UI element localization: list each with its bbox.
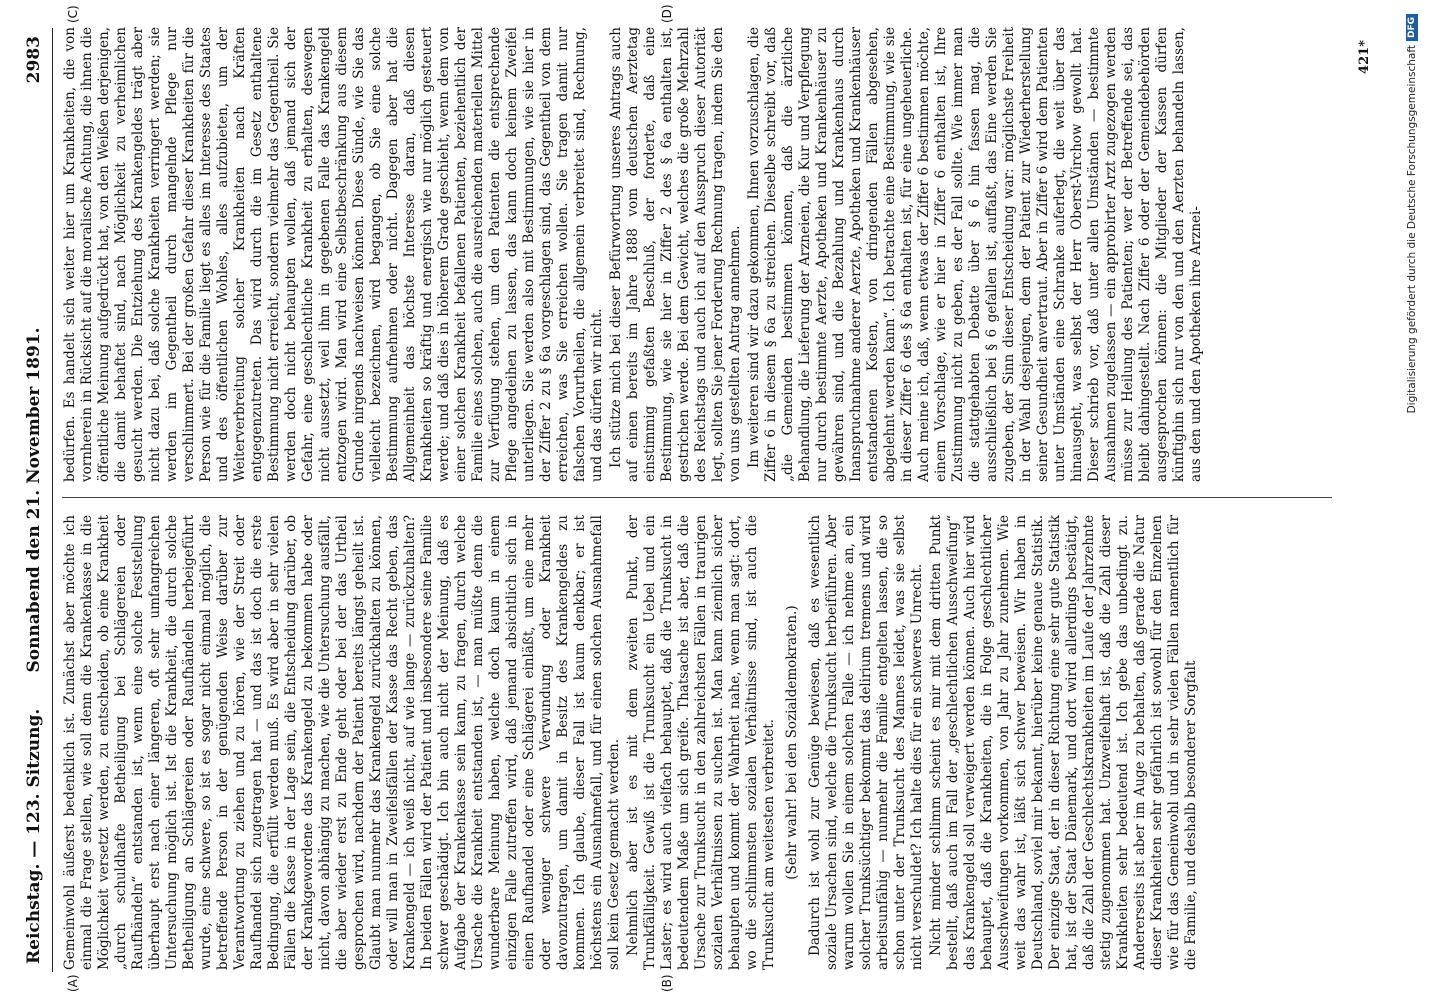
dfg-logo-icon: DFG: [1406, 14, 1418, 41]
credit-text: Digitalisierung gefördert durch die Deutsche Forschungsgemeinschaft: [1406, 45, 1418, 414]
paragraph: Ich stütze mich bei dieser Befürwortung unseres Antrags auch auf einen bereits im Jahre 1888 vom deutschen Aerztetag einstimmig gefaßten Beschluß, der forderte, daß eine Bestimmung, wie sie hier in Ziffer 2 des § 6a enthalten ist, gestrichen werde. Bei dem Gewicht, welches die große Mehrzahl des Reichstags und auch ich auf den Ausspruch dieser Autorität legt, sollten Sie jener Forderung Rechnung tragen, indem Sie den von uns gestellten Antrag annehmen.: [608, 27, 743, 482]
text-column-left: [62, 515, 1342, 970]
margin-marker-b: (B): [660, 974, 674, 992]
interjection: (Sehr wahr! bei den Sozialdemokraten.): [784, 605, 800, 880]
page-number: 2983: [24, 36, 44, 84]
paragraph: bedürfen. Es handelt sich weiter hier um Krankheiten, die von vornherein in Rücksicht auf die moralische Achtung, die ihnen die öffentliche Meinung aufgedrückt hat, von den Weißen derjenigen, die damit behaftet sind, nach Möglichkeit zu verheimlichen gesucht werden. Die Entziehung des Krankengeldes trägt aber nicht dazu bei, daß solche Krankheiten verringert werden; sie werden im Gegentheil durch mangelnde Pflege nur verschlimmert. Bei der großen Gefahr dieser Krankheiten für die Person wie für die Familie liegt es alles im Interesse des Staates und des öffentlichen Wohles, alles aufzubieten, um der Weiterverbreitung solcher Krankheiten nach Kräften entgegenzutreten. Das wird durch die im Gesetz enthaltene Bestimmung nicht erreicht, sondern vielmehr das Gegentheil. Sie werden doch nicht behaupten wollen, daß jemand sich der Gefahr, eine geschlechtliche Krankheit zu erhalten, deswegen nicht aussetzt, weil ihm in gegebenen Falle das Krankengeld entzogen wird. Man wird eine Selbstbeschränkung aus diesem Grunde nirgends nachweisen können. Diese Sünde, wie Sie das vielleicht bezeichnen, wird begangen, ob Sie eine solche Bestimmung aufnehmen oder nicht. Dagegen aber hat die Allgemeinheit das höchste Interesse daran, daß diesen Krankheiten so kräftig und energisch wie nur möglich gesteuert werde; und daß dies in höherem Grade geschieht, wenn dem von einer solchen Krankheit befallenen Patienten, beziehentlich der Familie eines solchen, auch die ausreichenden materiellen Mittel zur Verfügung stehen, um den Patienten die entsprechende Pflege angedeihen zu lassen, das kann doch keinem Zweifel unterliegen. Sie werden also mit Bestimmungen, wie sie hier in der Ziffer 2 zu § 6a vorgeschlagen sind, das Gegentheil von dem erreichen, was Sie erreichen wollen. Sie tragen damit nur falschen Vorurtheilen, die allgemein verbreitet sind, Rechnung, und das dürfen wir nicht.: [62, 27, 605, 482]
column-divider: [62, 497, 1332, 498]
text-column-right: [62, 27, 1342, 482]
paragraph: Dadurch ist wohl zur Genüge bewiesen, daß es wesentlich soziale Ursachen sind, welche die Trunksucht herbeiführen. Aber warum wollen Sie in einem solchen Falle — ich nehme an, ein solcher Trunksüchtiger bekommt das delirium tremens und wird arbeitsunfähig — nunmehr die Familie entgelten lassen, die so schon unter der Trunksucht des Mannes leidet, was sie selbst nicht verschuldet? Ich halte dies für ein schweres Unrecht.: [807, 515, 925, 970]
digitization-credit: [1398, 8, 1426, 992]
paragraph: Nicht minder schlimm scheint es mir mit dem dritten Punkt bestellt, daß auch im Fall der „geschlechtlichen Ausschweifung“ das Krankengeld soll verweigert werden können. Auch hier wird behauptet, daß die Krankheiten, die in Folge geschlechtlicher Ausschweifungen vorkommen, von Jahr zu Jahr zunehmen. Wie weit das wahr ist, läßt sich schwer beweisen. Wir haben in Deutschland, soviel mir bekannt, hierüber keine genaue Statistik. Der einzige Staat, der in dieser Richtung eine sehr gute Statistik hat, ist der Staat Dänemark, und dort wird allerdings bestätigt, daß die Zahl der Geschlechtskrankheiten im Laufe der Jahrzehnte stetig zugenommen hat. Unzweifelhaft ist, daß die Zahl dieser Krankheiten sehr bedeutend ist. Ich gebe das unbedingt zu. Andererseits ist aber im Auge zu behalten, daß gerade die Natur dieser Krankheiten sehr gefährlich ist sowohl für den Einzelnen wie für das Gemeinwohl und in sehr vielen Fällen namentlich für die Familie, und deshalb besonderer Sorgfalt: [928, 515, 1199, 970]
paragraph: Im weiteren sind wir dazu gekommen, Ihnen vorzuschlagen, die Ziffer 6 in diesem § 6a zu streichen. Dieselbe schreibt vor, daß „die Gemeinden bestimmen können, daß die ärztliche Behandlung, die Lieferung der Arzneien, die Kur und Verpflegung nur durch bestimmte Aerzte, Apotheken und Krankenhäuser zu gewähren sind, und die Bezahlung und Krankenhaus durch Inanspruchnahme anderer Aerzte, Apotheken und Krankenhäuser entstandenen Kosten, von dringenden Fällen abgesehen, abgelehnt werden kann“. Ich betrachte eine Bestimmung, wie sie in dieser Ziffer 6 des § 6a enthalten ist, für eine ungeheuerliche. Auch meine ich, daß, wenn etwas der Ziffer 6 bestimmen möchte, einem Vorschlage, wie er hier in Ziffer 6 enthalten ist, Ihre Zustimmung nicht zu geben, es der Fall sollte. Wie immer man die stattgehabten Debatte über § 6 hin fassen mag, die ausschließlich bei § 6 gefallen ist, auffaßt, das Eine werden Sie zugeben, der Sinn dieser Entscheidung war: möglichste Freiheit in der Wahl desjenigen, dem der Patient zur Wiederherstellung seiner Gesundheit anvertraut. Aber in Ziffer 6 wird dem Patienten unter Umständen eine Schranke auferlegt, die weit über das hinausgeht, was selbst der Herr Oberst-Virchow gewollt hat. Dieser schrieb vor, daß unter allen Umständen — bestimmte Ausnahmen zugelassen — ein approbirter Arzt zugezogen werden müsse zur Heilung des Patienten; wer der Betreffende sei, das bleibt dahingestellt. Nach Ziffer 6 oder der Gemeindebehörden ausgesprochen können: die Mitglieder der Kassen dürfen künftighin sich nur von den und den Aerzten behandeln lassen, aus den und den Apotheken ihre Arznei-: [746, 27, 1204, 482]
paragraph: Nehmlich aber ist es mit dem zweiten Punkt, der Trunkfälligkeit. Gewiß ist die Trunksucht ein Uebel und ein Laster; es wird auch vielfach behauptet, daß die Trunksucht in bedeutendem Maße um sich greife. Thatsache ist aber, daß die Ursache zur Trunksucht in den zahlreichsten Fällen in traurigen sozialen Verhältnissen zu suchen ist. Man kann ziemlich sicher behaupten und kommt der Wahrheit nahe, wenn man sagt: dort, wo die schlimmsten sozialen Verhältnisse sind, ist auch die Trunksucht am weitesten verbreitet.: [625, 515, 777, 970]
header-date: Sonnabend den 21. November 1891.: [24, 327, 44, 673]
page-signature: 421*: [1357, 40, 1372, 74]
margin-marker-a: (A): [66, 974, 80, 992]
page-header: [10, 28, 53, 972]
margin-marker-d: (D): [660, 4, 674, 23]
header-left: Reichstag. — 123. Sitzung.: [24, 708, 44, 964]
paragraph: Gemeinwohl äußerst bedenklich ist. Zunächst aber möchte ich einmal die Frage stellen, wie soll denn die Krankenkasse in die Möglichkeit versetzt werden, zu entscheiden, ob eine Krankheit „durch schuldhafte Betheiligung bei Schlägereien oder Raufhändeln“ entstanden ist, wenn eine solche Feststellung überhaupt erst nach einer längeren, oft sehr umfangreichen Untersuchung möglich ist. Ist die Krankheit, die durch solche Betheiligung an Schlägereien oder Raufhändeln herbeigeführt wurde, eine schwere, so ist es sogar nicht einmal möglich, die betreffende Person in der genügenden Weise darüber zur Verantwortung zu ziehen und zu hören, wie der Streit oder Raufhandel sich zugetragen hat — und das ist doch die erste Bedingung, die erfüllt werden muß. Es wird aber in sehr vielen Fällen die Kasse in der Lage sein, die Entscheidung darüber, ob der Krankgewordene das Krankengeld zu bekommen habe oder nicht, davon abhängig zu machen, wie die Untersuchung ausfällt, die aber wieder erst zu Ende geht oder bei der das Urtheil gesprochen wird, nachdem der Patient bereits längst geheilt ist. Glaubt man nunmehr das Krankengeld zurückhalten zu können, oder will man in Zweifelsfällen der Kasse das Recht geben, das Krankengeld — ich weiß nicht, auf wie lange — zurückzuhalten? In beiden Fällen wird der Patient und insbesondere seine Familie schwer geschädigt. Ich bin auch nicht der Meinung, daß es Aufgabe der Krankenkasse sein kann, zu fragen, durch welche Ursache die Krankheit entstanden ist, — man müßte denn die wunderbare Meinung haben, welche doch kaum in einem einzigen Falle zutreffen wird, daß jemand absichtlich sich in einen Raufhandel oder eine Schlägerei einläßt, um eine mehr oder weniger schwere Verwundung oder Krankheit davonzutragen, um damit in Besitz des Krankengeldes zu kommen. Ich glaube, dieser Fall ist kaum denkbar; er ist höchstens ein Ausnahmefall, und für einen solchen Ausnahmefall soll kein Gesetz gemacht werden.: [62, 515, 622, 970]
margin-marker-c: (C): [66, 5, 80, 23]
